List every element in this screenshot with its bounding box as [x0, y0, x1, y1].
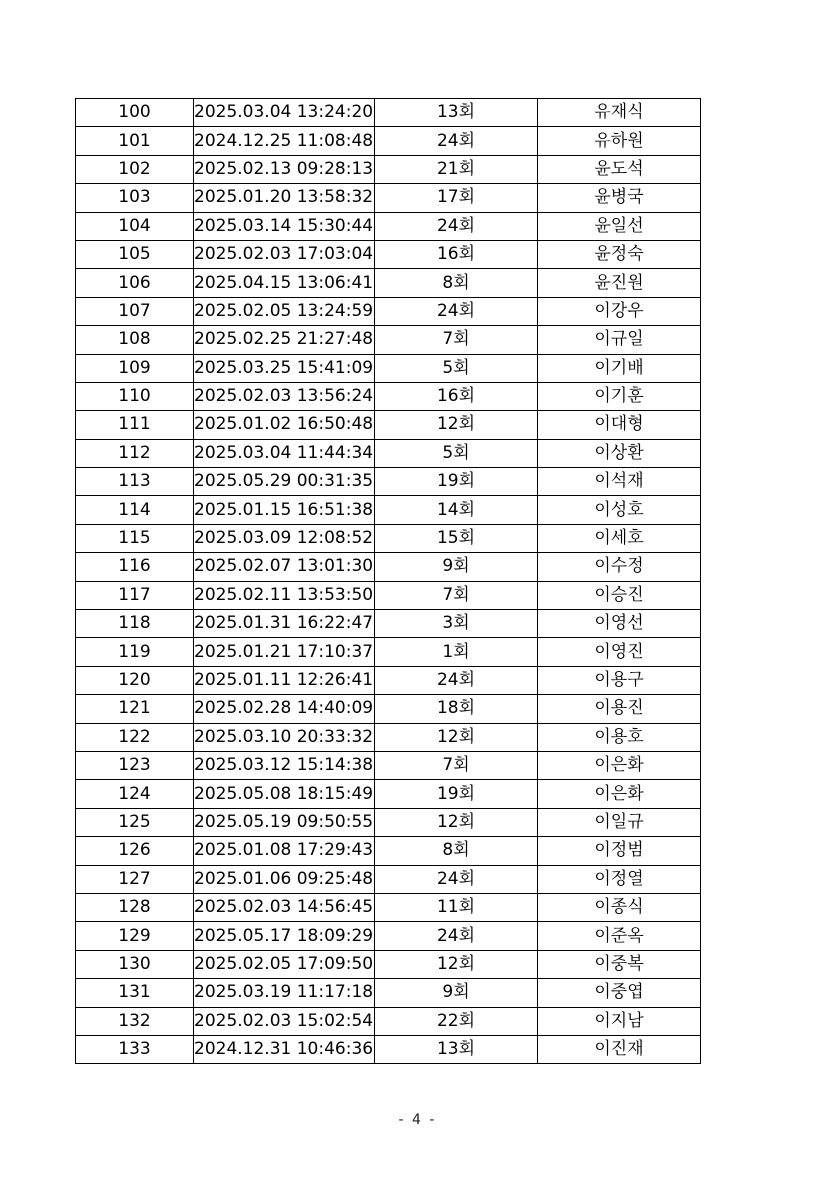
datetime-cell: 2025.01.20 13:58:32	[194, 184, 375, 212]
row-number-cell: 109	[76, 354, 194, 382]
name-cell: 이영선	[538, 610, 701, 638]
row-number-cell: 118	[76, 610, 194, 638]
count-cell: 11회	[375, 893, 538, 921]
name-cell: 이일규	[538, 808, 701, 836]
count-cell: 24회	[375, 127, 538, 155]
count-cell: 17회	[375, 184, 538, 212]
row-number-cell: 126	[76, 837, 194, 865]
table-row	[76, 1035, 701, 1063]
row-number-cell: 125	[76, 808, 194, 836]
datetime-cell: 2025.01.11 12:26:41	[194, 666, 375, 694]
name-cell: 이용구	[538, 666, 701, 694]
count-cell: 12회	[375, 950, 538, 978]
count-cell: 19회	[375, 780, 538, 808]
name-cell: 이규일	[538, 326, 701, 354]
name-cell: 이용진	[538, 695, 701, 723]
datetime-cell: 2025.02.11 13:53:50	[194, 581, 375, 609]
table-row	[76, 808, 701, 836]
name-cell: 이세호	[538, 524, 701, 552]
row-number-cell: 105	[76, 240, 194, 268]
page-number: - 4 -	[398, 1112, 437, 1128]
row-number-cell: 113	[76, 468, 194, 496]
row-number-cell: 124	[76, 780, 194, 808]
count-cell: 13회	[375, 1035, 538, 1063]
count-cell: 1회	[375, 638, 538, 666]
row-number-cell: 114	[76, 496, 194, 524]
row-number-cell: 133	[76, 1035, 194, 1063]
count-cell: 24회	[375, 666, 538, 694]
datetime-cell: 2025.03.10 20:33:32	[194, 723, 375, 751]
row-number-cell: 103	[76, 184, 194, 212]
count-cell: 9회	[375, 979, 538, 1007]
count-cell: 15회	[375, 524, 538, 552]
count-cell: 21회	[375, 155, 538, 183]
count-cell: 5회	[375, 439, 538, 467]
table-row	[76, 468, 701, 496]
count-cell: 9회	[375, 553, 538, 581]
datetime-cell: 2025.01.06 09:25:48	[194, 865, 375, 893]
datetime-cell: 2025.01.31 16:22:47	[194, 610, 375, 638]
row-number-cell: 101	[76, 127, 194, 155]
count-cell: 3회	[375, 610, 538, 638]
datetime-cell: 2025.03.12 15:14:38	[194, 751, 375, 779]
datetime-cell: 2025.02.05 13:24:59	[194, 297, 375, 325]
row-number-cell: 119	[76, 638, 194, 666]
count-cell: 7회	[375, 751, 538, 779]
name-cell: 윤도석	[538, 155, 701, 183]
records-table-body	[76, 99, 701, 1064]
row-number-cell: 117	[76, 581, 194, 609]
table-row	[76, 1007, 701, 1035]
row-number-cell: 129	[76, 922, 194, 950]
table-row	[76, 127, 701, 155]
table-row	[76, 212, 701, 240]
table-row	[76, 99, 701, 127]
name-cell: 이수정	[538, 553, 701, 581]
row-number-cell: 131	[76, 979, 194, 1007]
datetime-cell: 2025.05.29 00:31:35	[194, 468, 375, 496]
row-number-cell: 127	[76, 865, 194, 893]
table-row	[76, 751, 701, 779]
datetime-cell: 2025.03.09 12:08:52	[194, 524, 375, 552]
datetime-cell: 2025.02.03 14:56:45	[194, 893, 375, 921]
datetime-cell: 2025.02.03 13:56:24	[194, 382, 375, 410]
name-cell: 유하원	[538, 127, 701, 155]
row-number-cell: 106	[76, 269, 194, 297]
table-row	[76, 893, 701, 921]
table-row	[76, 524, 701, 552]
datetime-cell: 2025.01.15 16:51:38	[194, 496, 375, 524]
datetime-cell: 2025.02.25 21:27:48	[194, 326, 375, 354]
name-cell: 윤정숙	[538, 240, 701, 268]
datetime-cell: 2025.03.14 15:30:44	[194, 212, 375, 240]
table-row	[76, 155, 701, 183]
row-number-cell: 107	[76, 297, 194, 325]
table-row	[76, 666, 701, 694]
table-row	[76, 184, 701, 212]
name-cell: 이기배	[538, 354, 701, 382]
count-cell: 13회	[375, 99, 538, 127]
datetime-cell: 2025.05.19 09:50:55	[194, 808, 375, 836]
table-row	[76, 581, 701, 609]
datetime-cell: 2025.02.05 17:09:50	[194, 950, 375, 978]
row-number-cell: 120	[76, 666, 194, 694]
name-cell: 이준옥	[538, 922, 701, 950]
count-cell: 19회	[375, 468, 538, 496]
count-cell: 24회	[375, 865, 538, 893]
row-number-cell: 123	[76, 751, 194, 779]
datetime-cell: 2025.05.08 18:15:49	[194, 780, 375, 808]
table-row	[76, 723, 701, 751]
row-number-cell: 121	[76, 695, 194, 723]
table-row	[76, 496, 701, 524]
name-cell: 유재식	[538, 99, 701, 127]
name-cell: 이은화	[538, 751, 701, 779]
datetime-cell: 2024.12.31 10:46:36	[194, 1035, 375, 1063]
count-cell: 12회	[375, 723, 538, 751]
count-cell: 12회	[375, 411, 538, 439]
table-row	[76, 979, 701, 1007]
row-number-cell: 110	[76, 382, 194, 410]
row-number-cell: 130	[76, 950, 194, 978]
datetime-cell: 2025.03.19 11:17:18	[194, 979, 375, 1007]
datetime-cell: 2025.01.02 16:50:48	[194, 411, 375, 439]
row-number-cell: 122	[76, 723, 194, 751]
count-cell: 7회	[375, 326, 538, 354]
datetime-cell: 2025.02.13 09:28:13	[194, 155, 375, 183]
table-row	[76, 411, 701, 439]
count-cell: 8회	[375, 269, 538, 297]
row-number-cell: 104	[76, 212, 194, 240]
table-row	[76, 837, 701, 865]
name-cell: 이상환	[538, 439, 701, 467]
row-number-cell: 102	[76, 155, 194, 183]
row-number-cell: 116	[76, 553, 194, 581]
row-number-cell: 112	[76, 439, 194, 467]
count-cell: 5회	[375, 354, 538, 382]
name-cell: 이정열	[538, 865, 701, 893]
records-table	[75, 98, 701, 1064]
count-cell: 24회	[375, 922, 538, 950]
datetime-cell: 2025.01.08 17:29:43	[194, 837, 375, 865]
name-cell: 이지남	[538, 1007, 701, 1035]
count-cell: 24회	[375, 297, 538, 325]
datetime-cell: 2025.03.04 11:44:34	[194, 439, 375, 467]
name-cell: 이대형	[538, 411, 701, 439]
row-number-cell: 108	[76, 326, 194, 354]
name-cell: 윤일선	[538, 212, 701, 240]
datetime-cell: 2025.02.28 14:40:09	[194, 695, 375, 723]
count-cell: 24회	[375, 212, 538, 240]
name-cell: 이정범	[538, 837, 701, 865]
name-cell: 이기훈	[538, 382, 701, 410]
name-cell: 이영진	[538, 638, 701, 666]
row-number-cell: 128	[76, 893, 194, 921]
name-cell: 이진재	[538, 1035, 701, 1063]
count-cell: 18회	[375, 695, 538, 723]
count-cell: 8회	[375, 837, 538, 865]
row-number-cell: 115	[76, 524, 194, 552]
count-cell: 7회	[375, 581, 538, 609]
row-number-cell: 100	[76, 99, 194, 127]
count-cell: 16회	[375, 382, 538, 410]
name-cell: 이승진	[538, 581, 701, 609]
name-cell: 이은화	[538, 780, 701, 808]
table-row	[76, 610, 701, 638]
table-row	[76, 382, 701, 410]
name-cell: 이성호	[538, 496, 701, 524]
row-number-cell: 111	[76, 411, 194, 439]
table-row	[76, 865, 701, 893]
table-row	[76, 326, 701, 354]
count-cell: 14회	[375, 496, 538, 524]
table-row	[76, 354, 701, 382]
name-cell: 윤병국	[538, 184, 701, 212]
datetime-cell: 2025.03.04 13:24:20	[194, 99, 375, 127]
datetime-cell: 2025.02.07 13:01:30	[194, 553, 375, 581]
table-row	[76, 950, 701, 978]
name-cell: 이중복	[538, 950, 701, 978]
table-row	[76, 922, 701, 950]
table-row	[76, 553, 701, 581]
name-cell: 이강우	[538, 297, 701, 325]
table-row	[76, 439, 701, 467]
datetime-cell: 2025.03.25 15:41:09	[194, 354, 375, 382]
name-cell: 이용호	[538, 723, 701, 751]
count-cell: 12회	[375, 808, 538, 836]
count-cell: 22회	[375, 1007, 538, 1035]
name-cell: 윤진원	[538, 269, 701, 297]
datetime-cell: 2025.02.03 17:03:04	[194, 240, 375, 268]
row-number-cell: 132	[76, 1007, 194, 1035]
datetime-cell: 2024.12.25 11:08:48	[194, 127, 375, 155]
table-row	[76, 269, 701, 297]
name-cell: 이종식	[538, 893, 701, 921]
name-cell: 이중엽	[538, 979, 701, 1007]
count-cell: 16회	[375, 240, 538, 268]
table-row	[76, 695, 701, 723]
datetime-cell: 2025.04.15 13:06:41	[194, 269, 375, 297]
table-row	[76, 240, 701, 268]
table-row	[76, 638, 701, 666]
datetime-cell: 2025.02.03 15:02:54	[194, 1007, 375, 1035]
table-row	[76, 780, 701, 808]
name-cell: 이석재	[538, 468, 701, 496]
datetime-cell: 2025.05.17 18:09:29	[194, 922, 375, 950]
table-row	[76, 297, 701, 325]
datetime-cell: 2025.01.21 17:10:37	[194, 638, 375, 666]
